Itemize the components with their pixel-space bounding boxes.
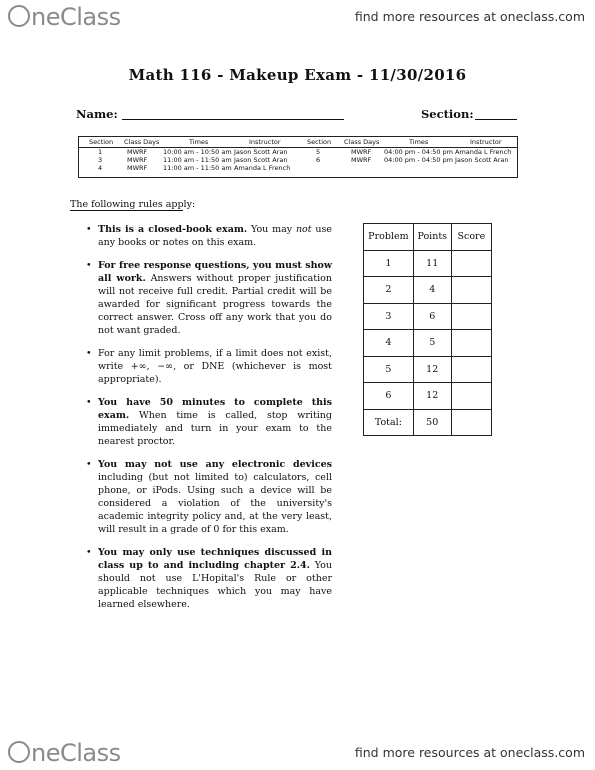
problem-number: 6 [364,383,414,410]
table-row [364,383,492,410]
schedule-header-days-2: Class Days [344,138,380,146]
schedule-header-section: Section [89,138,114,146]
name-label: Name: [76,107,118,121]
list-item: • This is a closed-book exam. You may not use any books or notes on this exam. [86,224,333,248]
promo-link[interactable]: find more resources at oneclass.com [354,9,585,24]
logo-ring-icon [8,5,30,27]
problem-number: 2 [364,277,414,304]
schedule-header-instructor-2: Instructor [470,138,502,146]
section-schedule-table [78,136,518,178]
schedule-cell: MWRF [127,148,148,156]
schedule-cell: 3 [98,156,103,164]
list-item: • You may not use any electronic devices including (but not limited to) calculators, cell phone, or iPods. Using such a device will be considered a violation of the university's academic integrity policy and, at the very least, will result in a grade of 0 for this exam. [86,459,332,535]
problem-points: 4 [413,277,451,304]
problem-points: 12 [413,356,451,383]
schedule-cell: Jason Scott Aran [234,148,288,156]
schedule-header-instructor: Instructor [249,138,281,146]
table-row [364,356,492,383]
schedule-cell: Jason Scott Aran [455,156,509,164]
schedule-cell: 4 [98,164,103,172]
oneclass-logo[interactable] [8,3,121,31]
problem-points: 6 [413,303,451,330]
problem-points: 5 [413,330,451,357]
bullet-icon: • [86,459,92,470]
list-item: • You may only use techniques discussed in class up to and including chapter 2.4. You should not use L'Hopital's Rule or other applicable techniques which you may have learned elsewhere. [86,547,332,610]
header-points: Points [413,224,451,251]
schedule-cell: 1 [98,148,103,156]
logo-text: neClass [31,739,121,767]
list-item: • You have 50 minutes to complete this exam. When time is called, stop writing immediately and turn in your exam to the nearest proctor. [86,397,332,447]
schedule-cell: 6 [316,156,321,164]
total-label: Total: [364,409,414,436]
problem-number: 1 [364,250,414,277]
section-field-line [475,119,517,120]
rules-intro: The following rules apply: [70,199,196,210]
bullet-icon: • [86,348,92,359]
bullet-icon: • [86,547,92,558]
schedule-cell: 10:00 am - 10:50 am [163,148,232,156]
score-cell[interactable] [451,356,491,383]
score-cell[interactable] [451,277,491,304]
schedule-cell: MWRF [127,164,148,172]
problem-number: 5 [364,356,414,383]
schedule-cell: 04:00 pm - 04:50 pm [384,156,453,164]
bullet-icon: • [86,260,92,271]
score-table-header [364,224,492,251]
header-score: Score [451,224,491,251]
schedule-cell: Amanda L French [455,148,512,156]
problem-number: 4 [364,330,414,357]
schedule-header-days: Class Days [124,138,160,146]
total-row [364,409,492,436]
oneclass-logo-bottom[interactable] [8,739,121,767]
score-cell[interactable] [451,250,491,277]
schedule-cell: MWRF [351,156,372,164]
problem-number: 3 [364,303,414,330]
problem-points: 11 [413,250,451,277]
logo-ring-icon [8,741,30,763]
bullet-icon: • [86,397,92,408]
list-item: • For any limit problems, if a limit does not exist, write +∞, −∞, or DNE (whichever is most appropriate). [86,348,332,385]
schedule-cell: 11:00 am - 11:50 am [163,156,232,164]
table-row [364,277,492,304]
schedule-cell: MWRF [127,156,148,164]
exam-title: Math 116 - Makeup Exam - 11/30/2016 [128,66,467,84]
schedule-cell: MWRF [351,148,372,156]
logo-text: neClass [31,3,121,31]
section-label: Section: [421,107,474,121]
score-cell[interactable] [451,303,491,330]
table-row [364,303,492,330]
list-item: • For free response questions, you must show all work. Answers without proper justification will not receive full credit. Partial credit will be awarded for significant progress towards the correct answer. Cross off any work that you do not want graded. [86,260,333,336]
rules-list [86,223,332,621]
bottom-banner [0,736,595,770]
schedule-cell: 04:00 pm - 04:50 pm [384,148,453,156]
top-banner [0,0,595,34]
schedule-cell: 11:00 am - 11:50 am [163,164,232,172]
bullet-icon: • [86,224,92,235]
header-problem: Problem [364,224,414,251]
schedule-cell: Jason Scott Aran [234,156,288,164]
problem-points: 12 [413,383,451,410]
table-row [364,330,492,357]
total-points: 50 [413,409,451,436]
table-row [364,250,492,277]
rules-intro-underline [70,210,183,211]
name-field-line [122,119,344,120]
total-score-cell[interactable] [451,409,491,436]
schedule-header-times: Times [189,138,209,146]
promo-link-bottom[interactable]: find more resources at oneclass.com [354,745,585,760]
score-cell[interactable] [451,330,491,357]
schedule-header-section-2: Section [307,138,332,146]
schedule-cell: Amanda L French [234,164,291,172]
schedule-header-times-2: Times [409,138,429,146]
score-table [363,223,492,436]
score-cell[interactable] [451,383,491,410]
schedule-cell: 5 [316,148,321,156]
